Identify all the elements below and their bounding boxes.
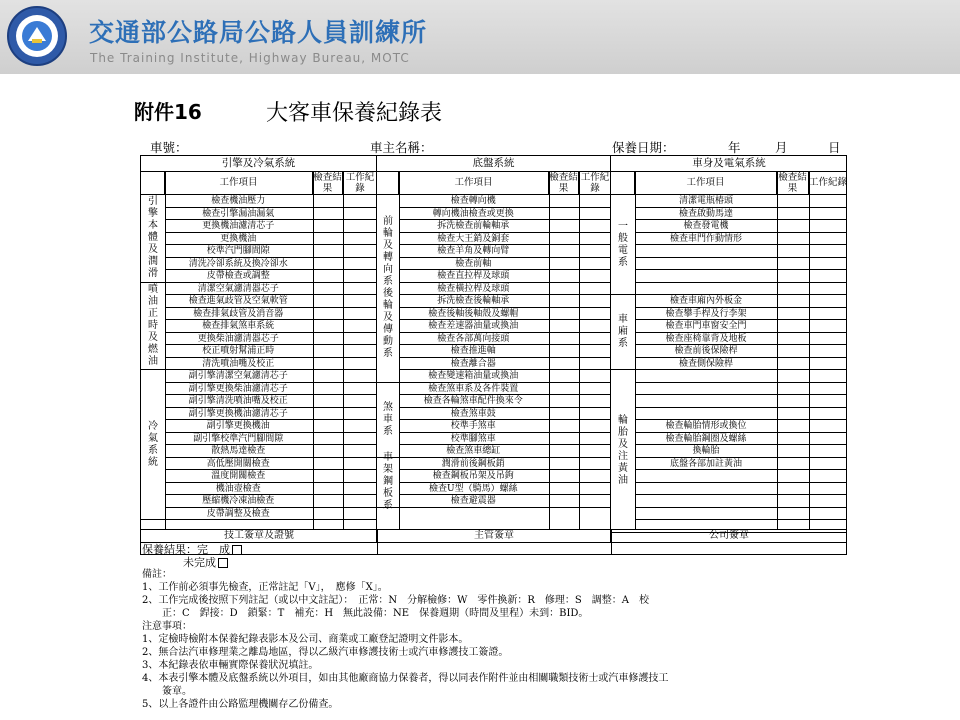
group-label-char: 及 — [618, 438, 628, 450]
item-row: 檢查大王銷及銅套 — [399, 233, 610, 246]
group-label — [377, 452, 399, 511]
group-label-char: 油 — [148, 355, 158, 367]
item-row: 拆洗檢查後輪軸承 — [399, 295, 610, 308]
item-row: 副引擎校準汽門腳間隙 — [165, 433, 376, 446]
item-row: 副引擎清洗噴油嘴及校正 — [165, 395, 376, 408]
group-label-char: 後 — [383, 288, 393, 300]
group-header-cell — [377, 171, 399, 195]
signature-label: 主管簽章 — [474, 530, 514, 541]
item-row: 檢查轉向機 — [399, 195, 610, 208]
item-row: 校準腳煞車 — [399, 433, 610, 446]
group-label-char: 轉 — [383, 252, 393, 264]
item-row: 校正噴射幫浦正時 — [165, 345, 376, 358]
item-row: 校準手煞車 — [399, 420, 610, 433]
group-label-char: 一 — [618, 220, 628, 232]
item-row: 檢查發電機 — [635, 220, 847, 233]
item-row: 檢查車門作動情形 — [635, 233, 847, 246]
result-block — [142, 543, 242, 569]
group-label-char: 系 — [148, 444, 158, 456]
item-row: 檢查車門車窗安全門 — [635, 320, 847, 333]
remark-title: 備註： — [142, 569, 172, 580]
item-row — [635, 383, 847, 396]
item-row — [635, 283, 847, 296]
item-row: 副引擎清潔空氣濾清芯子 — [165, 370, 376, 383]
incomplete-checkbox[interactable] — [218, 558, 228, 568]
item-row: 檢查直拉桿及球頭 — [399, 270, 610, 283]
group-label-char: 油 — [618, 474, 628, 486]
group-label-char: 時 — [148, 319, 158, 331]
group-label-char: 噴 — [148, 283, 158, 295]
item-row: 潤滑前後鋼板銷 — [399, 458, 610, 471]
item-row: 散熱馬達檢查 — [165, 445, 376, 458]
sig-line — [141, 542, 846, 543]
record-column-header: 工作紀錄 — [580, 171, 610, 194]
item-row: 檢查車廂內外板金 — [635, 295, 847, 308]
item-row: 副引擎更換柴油濾清芯子 — [165, 383, 376, 396]
group-label-char: 般 — [618, 232, 628, 244]
group-label-char: 系 — [618, 338, 628, 349]
section-title: 車身及電氣系統 — [611, 156, 847, 172]
signature-label: 公司簽章 — [709, 530, 749, 541]
item-row: 檢查煞車總缸 — [399, 445, 610, 458]
group-label-char: 黃 — [618, 462, 628, 474]
section-title: 引擎及冷氣系統 — [141, 156, 376, 172]
plate-label: 車號： — [150, 140, 188, 155]
group-label-char: 擎 — [148, 208, 158, 220]
item-column-header: 工作項目 — [399, 171, 549, 195]
item-row: 校準汽門腳間隙 — [165, 245, 376, 258]
item-row: 清洗噴油嘴及校正 — [165, 358, 376, 371]
form-section — [377, 156, 611, 542]
item-row: 檢查進氣歧管及空氣軟管 — [165, 295, 376, 308]
group-label-char: 板 — [383, 488, 393, 499]
group-label-char: 系 — [618, 256, 628, 268]
item-row: 檢查側保險桿 — [635, 358, 847, 371]
group-label-char: 鋼 — [383, 476, 393, 487]
item-row: 溫度開關檢查 — [165, 470, 376, 483]
annex-label: 附件16 — [134, 100, 202, 124]
item-row: 檢查攀手桿及行李架 — [635, 308, 847, 321]
item-row: 副引擎更換機油 — [165, 420, 376, 433]
item-row: 更換機油濾清芯子 — [165, 220, 376, 233]
item-row: 更換機油 — [165, 233, 376, 246]
item-row: 檢查前軸 — [399, 258, 610, 271]
group-label-char: 燃 — [148, 343, 158, 355]
item-row — [635, 470, 847, 483]
item-row: 檢查機油壓力 — [165, 195, 376, 208]
item-row: 轉向機油檢查或更換 — [399, 208, 610, 221]
signature-label: 技工簽章及證號 — [224, 530, 294, 541]
record-column-header: 工作紀錄 — [809, 171, 847, 195]
note-line: 3、本紀錄表依車輛實際保養狀況填註。 — [142, 660, 319, 671]
group-label-char: 氣 — [148, 432, 158, 444]
group-label — [141, 195, 165, 283]
group-label-char: 及 — [148, 331, 158, 343]
group-label — [141, 370, 165, 520]
item-row: 檢查引擎漏油漏氣 — [165, 208, 376, 221]
item-row: 檢查各部萬向接頭 — [399, 333, 610, 346]
complete-checkbox[interactable] — [232, 545, 242, 555]
group-label-char: 及 — [383, 312, 393, 324]
note-line: 1、定檢時檢附本保養紀錄表影本及公司、商業或工廠登記證明文件影本。 — [142, 634, 469, 645]
note-line: 正：C 銲接：D 鎖緊：T 補充：H 無此設備：NE 保養週期（時間及里程）未到：BID。 — [142, 608, 589, 619]
date-day: 日 — [828, 140, 841, 155]
item-row — [635, 245, 847, 258]
group-label-char: 系 — [383, 425, 393, 437]
group-label-char: 及 — [148, 244, 158, 256]
item-row: 清洗冷卻系統及換冷卻水 — [165, 258, 376, 271]
group-label-char: 引 — [148, 196, 158, 208]
header-bar — [0, 0, 960, 74]
group-label-char: 輪 — [618, 414, 628, 426]
group-label-char: 輪 — [383, 300, 393, 312]
group-label-char: 油 — [148, 295, 158, 307]
item-row: 檢查變速箱油量或換油 — [399, 370, 610, 383]
group-label-char: 冷 — [148, 420, 158, 432]
result-column-header: 檢查結果 — [313, 171, 342, 194]
item-row: 更換柴油濾清器芯子 — [165, 333, 376, 346]
group-label-char: 向 — [383, 264, 393, 276]
group-label — [611, 295, 635, 370]
result-complete-label: 保養結果：完 成 — [142, 543, 230, 556]
group-label-char: 車 — [383, 452, 393, 463]
item-row — [635, 408, 847, 421]
item-row: 高低壓開關檢查 — [165, 458, 376, 471]
item-row: 機油壺檢查 — [165, 483, 376, 496]
group-label-char: 滑 — [148, 268, 158, 280]
item-column-header: 工作項目 — [635, 171, 777, 195]
org-subtitle: The Training Institute, Highway Bureau, MOTC — [90, 51, 410, 65]
group-label — [611, 370, 635, 533]
result-column-header: 檢查結果 — [549, 171, 578, 194]
group-label-char: 廂 — [618, 326, 628, 337]
group-label-char: 前 — [383, 216, 393, 228]
item-row: 副引擎更換機油濾清芯子 — [165, 408, 376, 421]
item-row: 清潔空氣濾清器芯子 — [165, 283, 376, 296]
note-line: 注意事項： — [142, 621, 192, 632]
item-row: 檢查後軸後軸殼及螺帽 — [399, 308, 610, 321]
group-label-char: 系 — [383, 348, 393, 360]
item-row: 檢查排氣煞車系統 — [165, 320, 376, 333]
date-month: 月 — [775, 140, 788, 155]
item-row: 檢查差速器油量或換油 — [399, 320, 610, 333]
result-incomplete-label: 未完成 — [183, 556, 216, 569]
institute-emblem-icon — [6, 5, 68, 67]
form-section — [611, 156, 847, 542]
group-label-char: 架 — [383, 464, 393, 475]
item-row: 檢查鋼板吊架及吊鉤 — [399, 470, 610, 483]
item-row: 底盤各部加註黃油 — [635, 458, 847, 471]
section-title: 底盤系統 — [377, 156, 610, 172]
group-header-cell — [611, 171, 635, 195]
item-row: 檢查橫拉桿及球頭 — [399, 283, 610, 296]
group-label — [377, 383, 399, 458]
note-line: 5、以上各證件由公路監理機關存乙份備查。 — [142, 699, 339, 710]
item-row: 檢查輪胎鋼圈及螺絲 — [635, 433, 847, 446]
notes-section — [142, 568, 862, 711]
group-label — [141, 283, 165, 371]
item-row: 檢查避震器 — [399, 495, 610, 508]
org-title: 交通部公路局公路人員訓練所 — [89, 18, 428, 47]
group-label-char: 電 — [618, 244, 628, 256]
date-year: 年 — [728, 140, 741, 155]
owner-label: 車主名稱： — [370, 140, 433, 155]
group-label-char: 統 — [148, 456, 158, 468]
group-label-char: 潤 — [148, 256, 158, 268]
item-row: 檢查離合器 — [399, 358, 610, 371]
result-column-header: 檢查結果 — [777, 171, 809, 195]
item-row — [635, 508, 847, 521]
group-label-char: 及 — [383, 240, 393, 252]
item-row: 換輪胎 — [635, 445, 847, 458]
item-column-header: 工作項目 — [165, 171, 313, 195]
group-label-char: 注 — [618, 450, 628, 462]
item-row — [635, 495, 847, 508]
item-row: 檢查各輪煞車配件換來令 — [399, 395, 610, 408]
note-line: 2、工作完成後按照下列註記（或以中文註記）： 正常：N 分解檢修：W 零件換新：R 修理：S 調整：A 校 — [142, 595, 649, 606]
item-row — [635, 258, 847, 271]
item-row — [635, 395, 847, 408]
item-row: 檢查排氣歧管及消音器 — [165, 308, 376, 321]
group-label-char: 系 — [383, 276, 393, 288]
item-row: 檢查輪胎情形或換位 — [635, 420, 847, 433]
note-line: 4、本表引擎本體及底盤系統以外項目，如由其他廠商協力保養者，得以同表作附件並由相關職類技術士或汽車修護技工 — [142, 673, 669, 684]
group-label-char: 輪 — [383, 228, 393, 240]
item-row: 檢查煞車系及各件裝置 — [399, 383, 610, 396]
item-row: 檢查煞車鼓 — [399, 408, 610, 421]
group-label-char: 本 — [148, 220, 158, 232]
item-row: 檢查推進軸 — [399, 345, 610, 358]
group-label — [377, 195, 399, 383]
record-column-header: 工作紀錄 — [343, 171, 377, 195]
item-row: 檢查羊角及轉向臂 — [399, 245, 610, 258]
note-line: 簽章。 — [142, 686, 192, 697]
note-line: 2、無合法汽車修理業之離島地區，得以乙級汽車修護技術士或汽車修護技工簽證。 — [142, 647, 509, 658]
group-label-char: 系 — [383, 500, 393, 511]
item-row: 拆洗檢查前輪軸承 — [399, 220, 610, 233]
group-label-char: 動 — [383, 336, 393, 348]
item-row — [635, 270, 847, 283]
maintenance-form-table — [140, 155, 847, 555]
date-label: 保養日期： — [612, 140, 675, 155]
item-row — [635, 370, 847, 383]
item-row: 清潔電瓶椿頭 — [635, 195, 847, 208]
item-row: 皮帶調整及檢查 — [165, 508, 376, 521]
group-header-cell — [141, 171, 165, 195]
item-row: 檢查前後保險桿 — [635, 345, 847, 358]
item-row: 壓縮機冷凍油檢查 — [165, 495, 376, 508]
item-row: 皮帶檢查或調整 — [165, 270, 376, 283]
item-row: 檢查座椅靠背及地板 — [635, 333, 847, 346]
note-line: 1、工作前必須事先檢查，正常註記「V」， 應修「X」。 — [142, 582, 388, 593]
document-title: 大客車保養紀錄表 — [266, 101, 443, 126]
group-label-char: 傳 — [383, 324, 393, 336]
item-row — [635, 483, 847, 496]
item-row: 檢查啟動馬達 — [635, 208, 847, 221]
group-label — [611, 195, 635, 295]
group-label-char: 車 — [383, 413, 393, 425]
item-row: 檢查U型（騎馬）螺絲 — [399, 483, 610, 496]
group-label-char: 正 — [148, 307, 158, 319]
group-label-char: 體 — [148, 232, 158, 244]
group-label-char: 胎 — [618, 426, 628, 438]
group-label-char: 煞 — [383, 401, 393, 413]
group-label-char: 車 — [618, 314, 628, 325]
form-section — [141, 156, 377, 542]
